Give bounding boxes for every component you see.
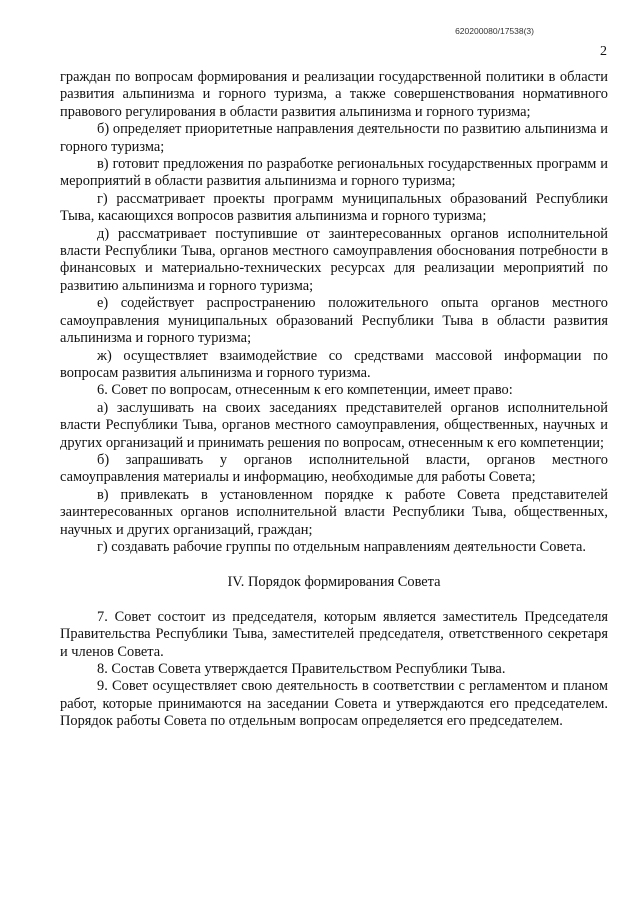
paragraph-6-item-g: г) создавать рабочие группы по отдельным направлениям деятельности Совета. [97, 538, 587, 555]
paragraph-item-e: е) содействует распространению положительного опыта органов местного самоуправления муниципальных образований Республики Тыва в области развития альпинизма и горного туризма; [60, 295, 608, 347]
paragraph-8: 8. Состав Совета утверждается Правительством Республики Тыва. [97, 661, 506, 677]
paragraph-intro-continuation: граждан по вопросам формирования и реализации государственной политики в области развития альпинизма и горного туризма, а также совершенствования нормативного правового регулирования в области развития альпинизма и горного туризма; [60, 69, 608, 120]
paragraph-9: 9. Совет осуществляет свою деятельность в соответствии с регламентом и планом работ, которые принимаются на заседании Совета и утверждаются его председателем. Порядок работы Совета по отдельным вопросам определяется его председателем. [60, 678, 608, 730]
page-number: 2 [600, 44, 607, 59]
paragraph-6: 6. Совет по вопросам, отнесенным к его компетенции, имеет право: [97, 382, 513, 399]
paragraph-6-item-a: а) заслушивать на своих заседаниях представителей органов исполнительной власти Республики Тыва, органов местного самоуправления, общественных, научных и других организаций и принимать решения по вопросам, отнесенным к его компетенции; [60, 399, 608, 451]
document-body [60, 69, 608, 731]
paragraph-item-zh: ж) осуществляет взаимодействие со средствами массовой информации по вопросам развития альпинизма и горного туризма. [60, 347, 608, 381]
paragraph-item-g: г) рассматривает проекты программ муниципальных образований Республики Тыва, касающихся вопросов развития альпинизма и горного туризма; [60, 190, 608, 225]
paragraph-6-item-b: б) запрашивать у органов исполнительной власти, органов местного самоуправления материалы и информацию, необходимые для работы Совета; [60, 451, 608, 486]
paragraph-item-v: в) готовит предложения по разработке региональных государственных программ и мероприятий в области развития альпинизма и горного туризма; [60, 156, 608, 190]
paragraph-item-d: д) рассматривает поступившие от заинтересованных органов исполнительной власти Республики Тыва, органов местного самоуправления обоснования потребности в финансовых и материально-технических ресурсах для реализации мероприятий по развитию альпинизма и горного туризма; [60, 225, 608, 294]
paragraph-6-item-v: в) привлекать в установленном порядке к работе Совета представителей заинтересованных органов исполнительной власти Республики Тыва, общественных, научных и других организаций, граждан; [60, 486, 608, 538]
document-code: 620200080/17538(3) [455, 26, 534, 36]
paragraph-item-b: б) определяет приоритетные направления деятельности по развитию альпинизма и горного туризма; [60, 121, 608, 155]
paragraph-7: 7. Совет состоит из председателя, которым является заместитель Председателя Правительства Республики Тыва, заместителей председателя, ответственного секретаря и членов Совета. [60, 608, 608, 660]
section-heading: IV. Порядок формирования Совета [227, 574, 441, 591]
